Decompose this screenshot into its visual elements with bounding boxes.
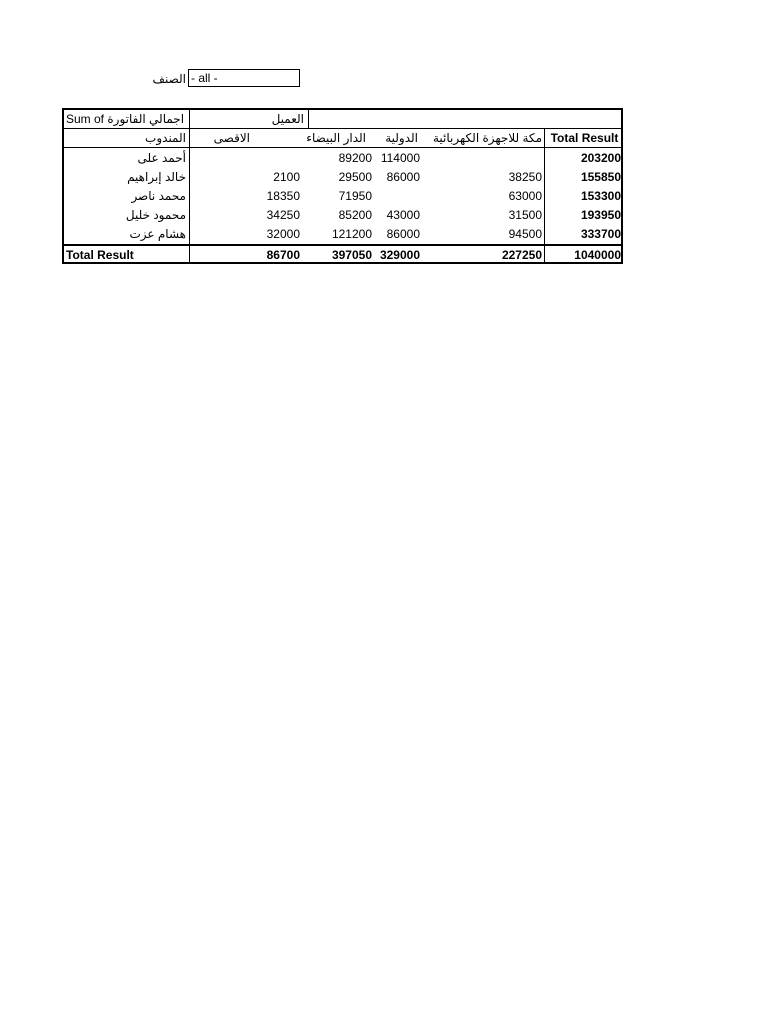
data-cell: 32000	[266, 227, 300, 241]
row-label-divider	[189, 110, 190, 262]
column-total: 227250	[501, 248, 542, 262]
data-cell: 2100	[273, 170, 300, 184]
row-label: محمود خليل	[125, 208, 186, 222]
row-total: 203200	[580, 151, 621, 165]
column-header: الدار البيضاء	[306, 131, 366, 145]
data-cell: 71950	[338, 189, 372, 203]
body-divider	[64, 147, 621, 148]
row-label: هشام عزت	[129, 227, 186, 241]
column-total: 397050	[331, 248, 372, 262]
row-label: خالد إبراهيم	[127, 170, 186, 184]
grand-total: 1040000	[574, 248, 621, 262]
column-header: الاقصى	[213, 131, 250, 145]
totals-row-label: Total Result	[66, 248, 134, 262]
data-field-header[interactable]: Sum of اجمالي الفاتورة	[66, 112, 185, 126]
data-cell	[422, 149, 544, 167]
row-total: 333700	[580, 227, 621, 241]
row-total: 193950	[580, 208, 621, 222]
total-column-header: Total Result	[550, 131, 619, 145]
data-cell	[190, 149, 302, 167]
column-total: 329000	[379, 248, 420, 262]
totals-divider	[64, 244, 621, 246]
row-total: 155850	[580, 170, 621, 184]
data-cell	[374, 187, 422, 205]
total-column-divider	[544, 129, 545, 147]
data-cell: 34250	[266, 208, 300, 222]
data-cell: 86000	[386, 227, 420, 241]
data-cell: 121200	[331, 227, 372, 241]
data-cell: 29500	[338, 170, 372, 184]
data-cell: 63000	[508, 189, 542, 203]
row-label: محمد ناصر	[131, 189, 186, 203]
data-cell: 94500	[508, 227, 542, 241]
column-total: 86700	[266, 248, 300, 262]
data-cell: 38250	[508, 170, 542, 184]
data-cell: 86000	[386, 170, 420, 184]
row-label: أحمد على	[137, 151, 186, 165]
data-cell: 43000	[386, 208, 420, 222]
data-cell: 31500	[508, 208, 542, 222]
row-total: 153300	[580, 189, 621, 203]
column-header: مكة للاجهزة الكهربائية	[433, 131, 542, 145]
column-field-header[interactable]: العميل	[271, 112, 304, 126]
header-divider	[64, 128, 621, 129]
column-field-divider	[308, 110, 309, 129]
pivot-table	[62, 108, 623, 264]
data-cell: 85200	[338, 208, 372, 222]
row-field-header[interactable]: المندوب	[145, 131, 186, 145]
total-column-divider	[544, 148, 545, 262]
filter-label: الصنف	[152, 72, 186, 86]
data-cell: 89200	[338, 151, 372, 165]
column-header: الدولية	[385, 131, 418, 145]
data-cell: 114000	[380, 151, 420, 165]
filter-dropdown[interactable]: - all -	[188, 69, 300, 87]
data-cell: 18350	[266, 189, 300, 203]
